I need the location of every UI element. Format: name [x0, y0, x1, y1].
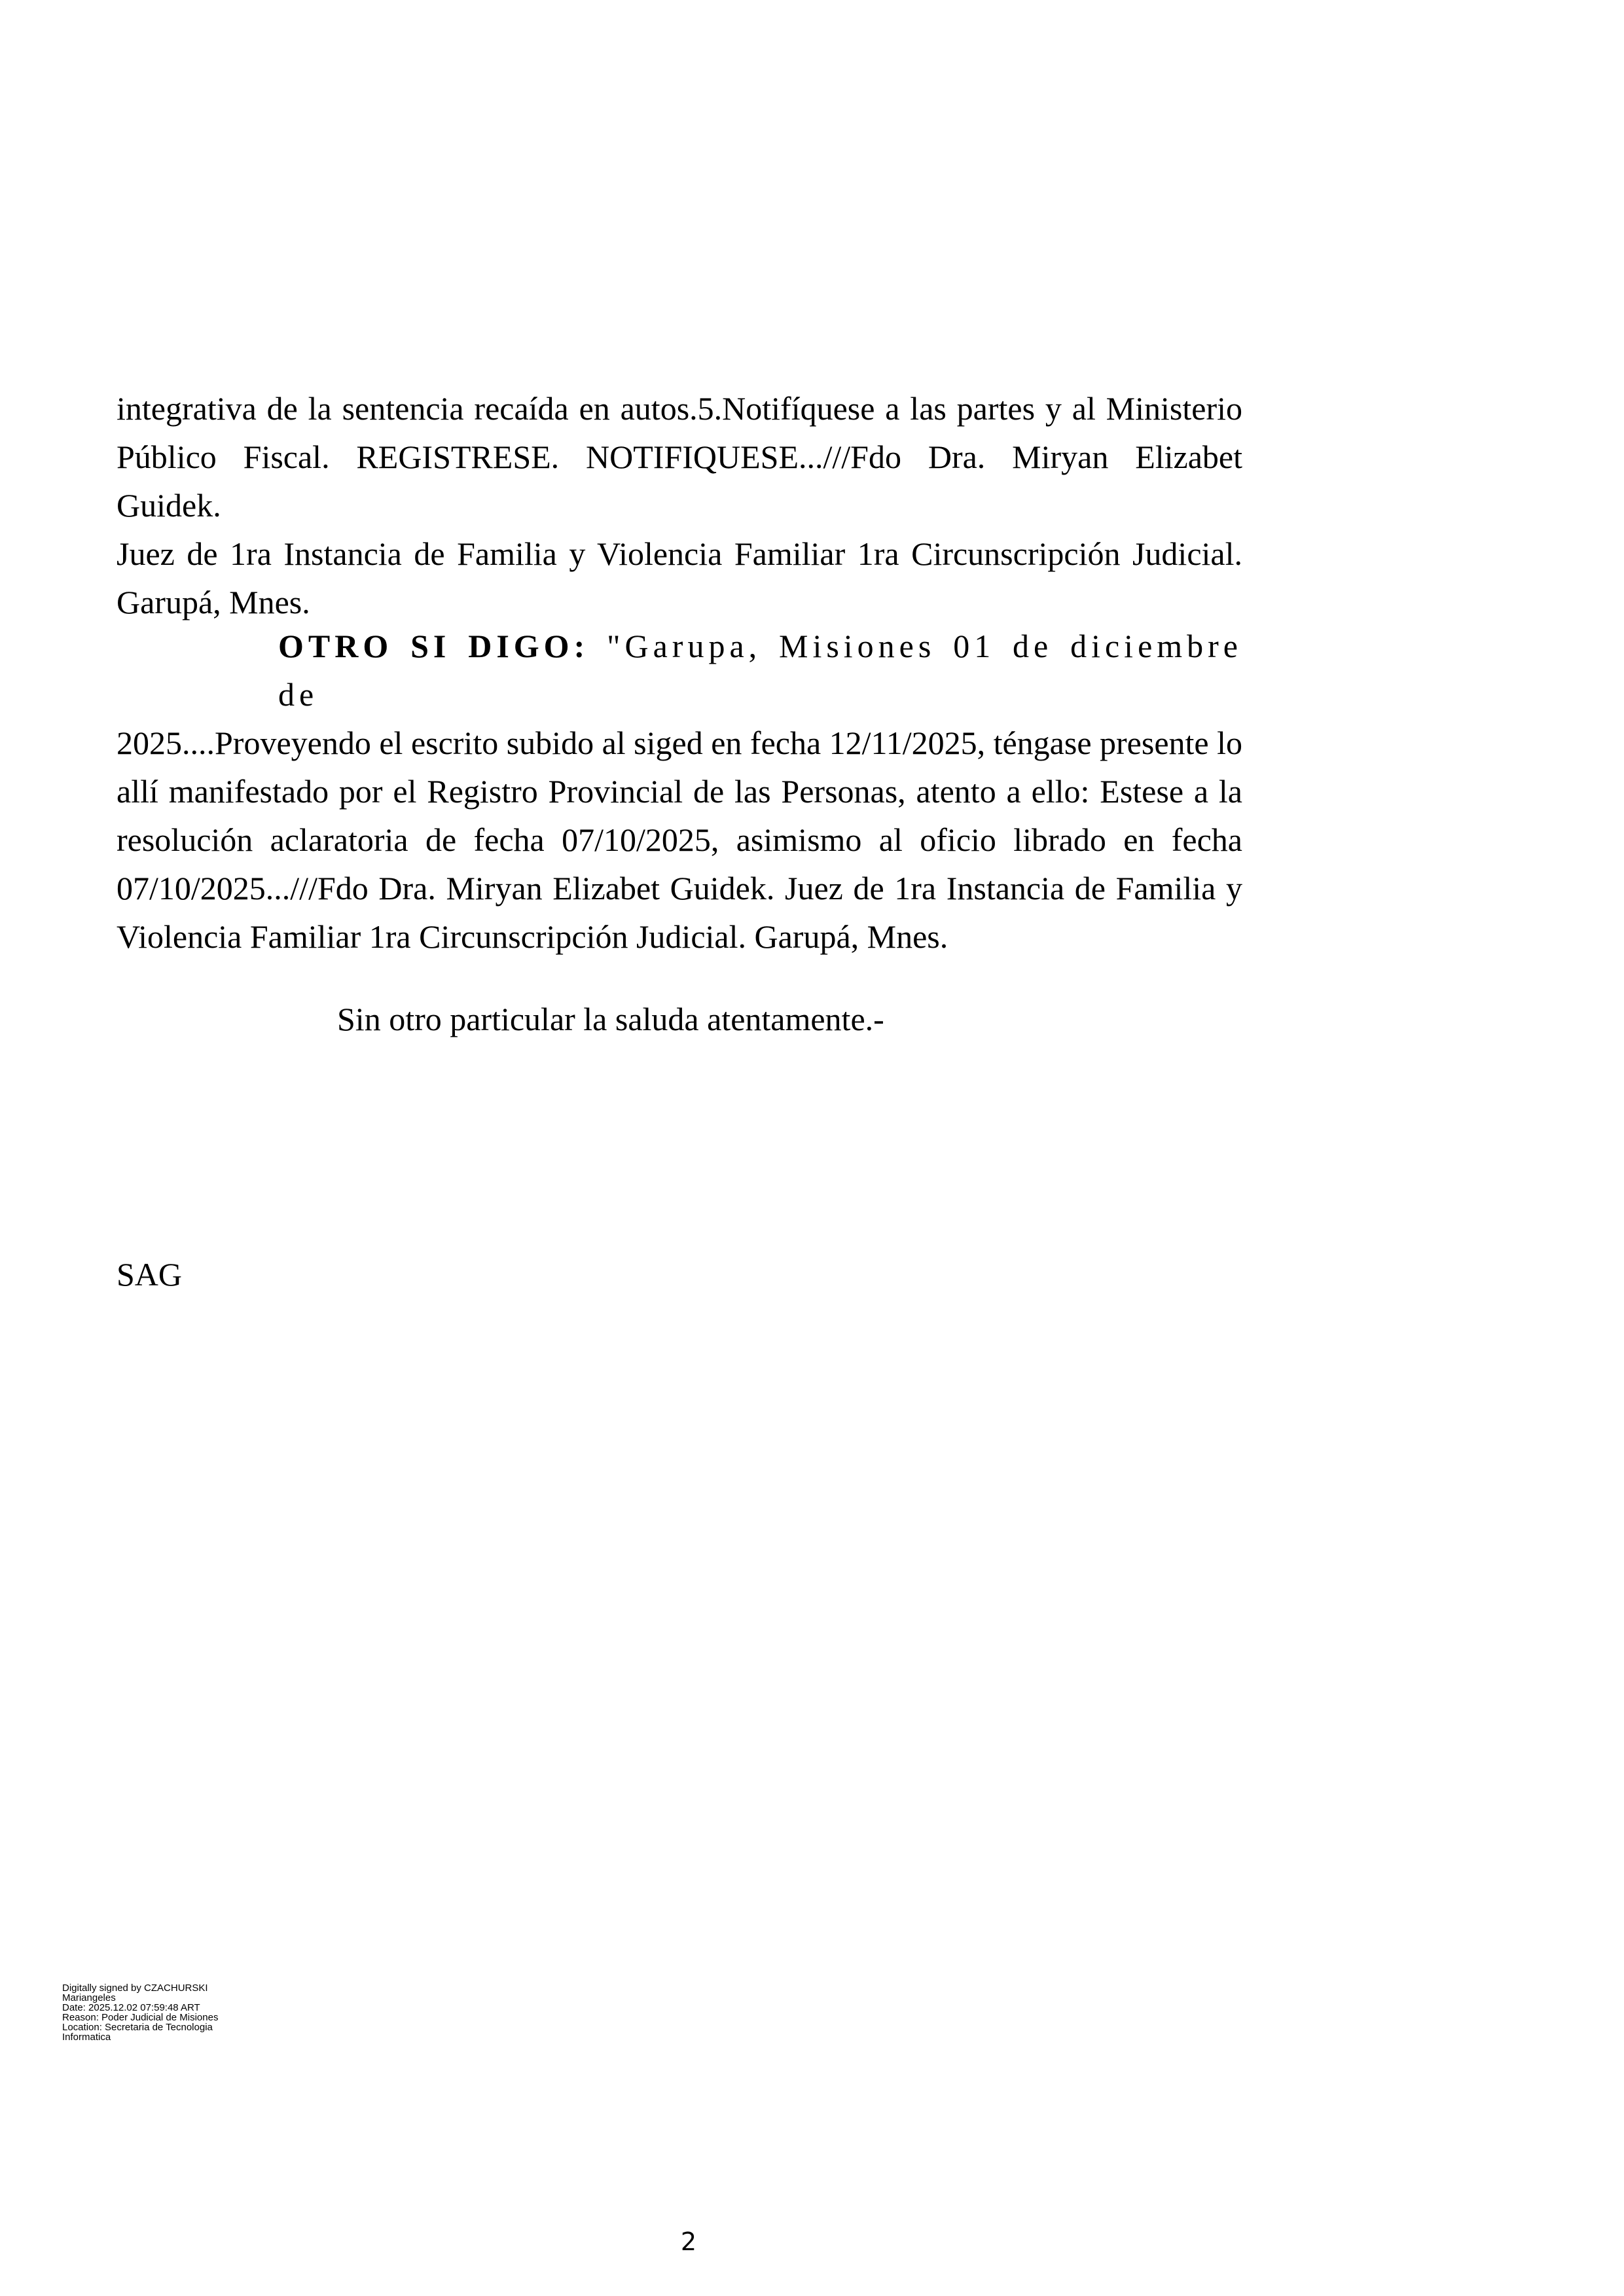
- signature-line: Reason: Poder Judicial de Misiones: [62, 2012, 219, 2023]
- paragraph-otro-si-digo: [117, 622, 1242, 961]
- paragraph-line: Garupá, Mnes.: [117, 584, 310, 620]
- paragraph-line: 2025....Proveyendo el escrito subido al siged en fecha 12/11/2025, téngase presente lo: [117, 725, 1242, 761]
- closing-salutation: Sin otro particular la saluda atentamente.-: [337, 1001, 884, 1037]
- paragraph-line: allí manifestado por el Registro Provincial de las Personas, atento a ello: Estese a la: [117, 773, 1242, 810]
- signature-line: Digitally signed by CZACHURSKI: [62, 1982, 208, 1994]
- paragraph-first-line: [117, 622, 1242, 719]
- otro-si-digo-label: OTRO SI DIGO:: [278, 628, 590, 664]
- paragraph-line: 07/10/2025...///Fdo Dra. Miryan Elizabet Guidek. Juez de 1ra Instancia de Familia y: [117, 870, 1242, 906]
- paragraph-line: resolución aclaratoria de fecha 07/10/2025, asimismo al oficio librado en fecha: [117, 821, 1242, 858]
- paragraph-first-line-text: "Garupa, Misiones 01 de diciembre de: [278, 628, 1242, 713]
- page-number: 2: [680, 2227, 697, 2256]
- paragraph-line: Público Fiscal. REGISTRESE. NOTIFIQUESE...///Fdo Dra. Miryan Elizabet Guidek.: [117, 439, 1242, 524]
- paragraph-line: Violencia Familiar 1ra Circunscripción Judicial. Garupá, Mnes.: [117, 918, 948, 955]
- signature-line: Date: 2025.12.02 07:59:48 ART: [62, 2002, 200, 2013]
- paragraph-line: Juez de 1ra Instancia de Familia y Violencia Familiar 1ra Circunscripción Judicial.: [117, 535, 1242, 572]
- author-initials: SAG: [117, 1256, 183, 1293]
- signature-line: Informatica: [62, 2032, 111, 2043]
- paragraph-line: integrativa de la sentencia recaída en autos.5.Notifíquese a las partes y al Ministerio: [117, 390, 1242, 427]
- signature-line: Location: Secretaria de Tecnologia: [62, 2022, 213, 2033]
- paragraph-sentence: [117, 384, 1242, 626]
- signature-line: Mariangeles: [62, 1992, 116, 2003]
- digital-signature-block: [62, 1983, 218, 2042]
